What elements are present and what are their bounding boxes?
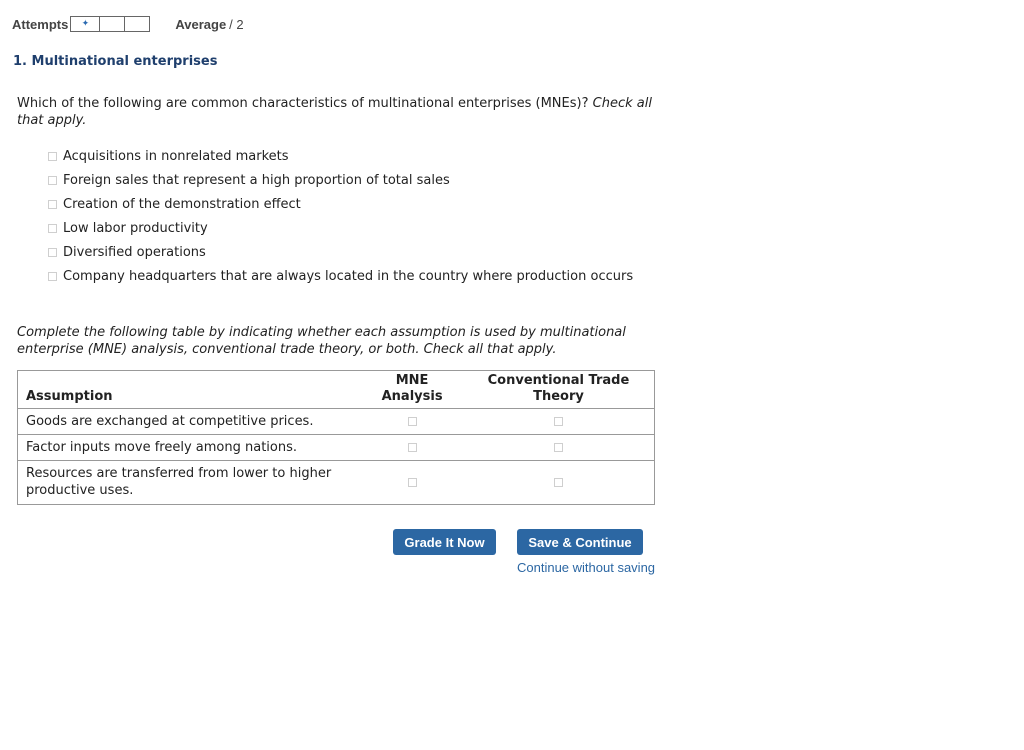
choice-label: Creation of the demonstration effect bbox=[63, 196, 301, 212]
attempt-indicator-1 bbox=[70, 16, 100, 32]
mne-cell bbox=[361, 461, 463, 505]
question-title: 1. Multinational enterprises bbox=[13, 54, 218, 69]
average-label: Average bbox=[175, 16, 227, 32]
checkbox[interactable] bbox=[48, 176, 57, 185]
table-prompt: Complete the following table by indicating whether each assumption is used by multinational enterprise (MNE) analysis, conventional trade theory, or both. Check all that apply. bbox=[17, 325, 626, 357]
average-score bbox=[175, 17, 243, 32]
checkbox[interactable] bbox=[48, 152, 57, 161]
grade-it-now-button[interactable]: Grade It Now bbox=[393, 529, 496, 555]
choice-item[interactable] bbox=[48, 168, 633, 192]
choice-item[interactable] bbox=[48, 264, 633, 288]
choice-label: Foreign sales that represent a high proportion of total sales bbox=[63, 172, 450, 188]
mne-checkbox[interactable] bbox=[408, 478, 417, 487]
mne-cell bbox=[361, 435, 463, 461]
header-mne-analysis: MNE Analysis bbox=[361, 371, 463, 409]
checkbox[interactable] bbox=[48, 224, 57, 233]
conventional-cell bbox=[463, 409, 654, 435]
choice-item[interactable] bbox=[48, 240, 633, 264]
choice-label: Low labor productivity bbox=[63, 220, 208, 236]
mne-checkbox[interactable] bbox=[408, 443, 417, 452]
attempt-indicator-3 bbox=[124, 16, 150, 32]
choice-item[interactable] bbox=[48, 216, 633, 240]
header-conventional-trade-theory: Conventional Trade Theory bbox=[463, 371, 654, 409]
checkbox[interactable] bbox=[48, 248, 57, 257]
choice-item[interactable] bbox=[48, 192, 633, 216]
conventional-cell bbox=[463, 435, 654, 461]
assumption-cell: Resources are transferred from lower to higher productive uses. bbox=[26, 466, 332, 498]
prompt-text: Which of the following are common characteristics of multinational enterprises (MNEs)? bbox=[17, 96, 589, 111]
average-value: / 2 bbox=[229, 16, 244, 32]
choice-label: Diversified operations bbox=[63, 244, 206, 260]
question-prompt bbox=[17, 95, 657, 129]
diamond-icon: ✦ bbox=[81, 18, 90, 29]
attempts-bar bbox=[12, 16, 244, 32]
continue-without-saving-link[interactable]: Continue without saving bbox=[517, 560, 656, 575]
header-assumption: Assumption bbox=[18, 371, 361, 409]
save-and-continue-button[interactable]: Save & Continue bbox=[517, 529, 643, 555]
table-row bbox=[18, 461, 654, 505]
attempt-indicator-2 bbox=[99, 16, 125, 32]
choice-label: Acquisitions in nonrelated markets bbox=[63, 148, 289, 164]
prompt-instruction: Check all that apply. bbox=[17, 96, 652, 128]
assumption-table bbox=[17, 370, 655, 505]
assumption-cell: Factor inputs move freely among nations. bbox=[18, 435, 361, 461]
conventional-checkbox[interactable] bbox=[554, 443, 563, 452]
choice-item[interactable] bbox=[48, 144, 633, 168]
table-header-row bbox=[18, 371, 654, 409]
mne-checkbox[interactable] bbox=[408, 417, 417, 426]
choice-label: Company headquarters that are always located in the country where production occurs bbox=[63, 268, 634, 284]
assumption-cell: Goods are exchanged at competitive prices. bbox=[18, 409, 361, 435]
checkbox[interactable] bbox=[48, 272, 57, 281]
checkbox[interactable] bbox=[48, 200, 57, 209]
table-row bbox=[18, 409, 654, 435]
table-row bbox=[18, 435, 654, 461]
attempts-label: Attempts bbox=[12, 16, 69, 32]
conventional-checkbox[interactable] bbox=[554, 417, 563, 426]
conventional-cell bbox=[463, 461, 654, 505]
choice-list bbox=[48, 144, 633, 288]
conventional-checkbox[interactable] bbox=[554, 478, 563, 487]
mne-cell bbox=[361, 409, 463, 435]
